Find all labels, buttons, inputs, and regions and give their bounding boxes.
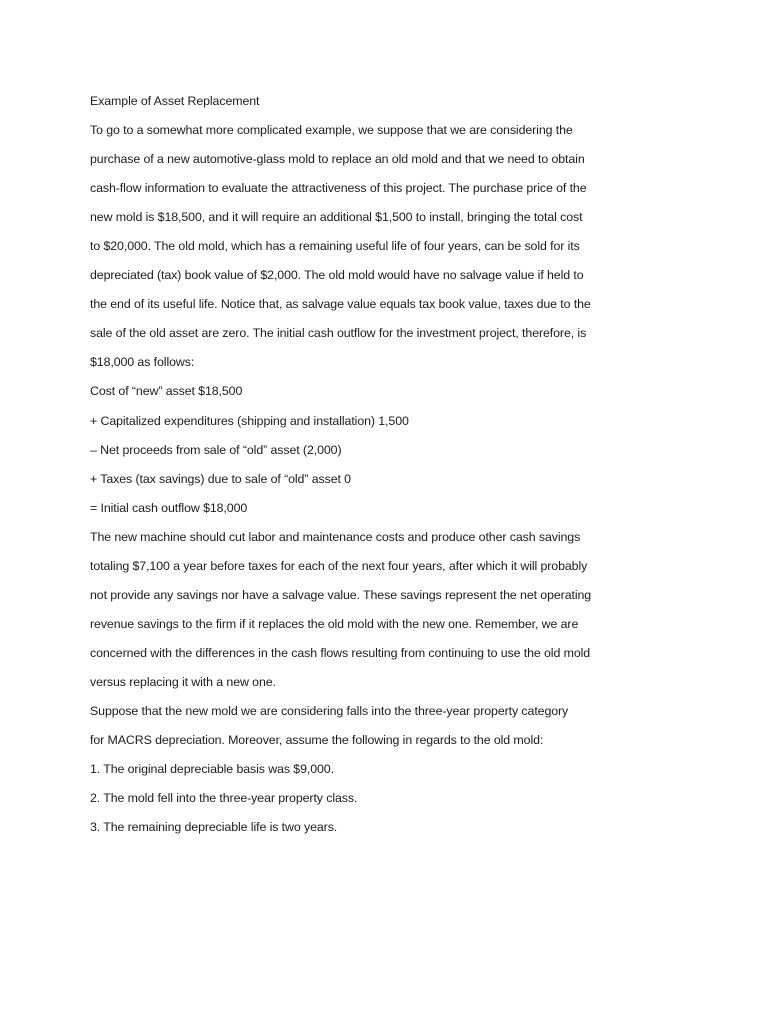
text-line: purchase of a new automotive-glass mold to replace an old mold and that we need to obtain (90, 152, 585, 167)
cash-item: – Net proceeds from sale of “old” asset (2,000) (90, 442, 342, 457)
cash-item: = Initial cash outflow $18,000 (90, 500, 248, 515)
text-line: totaling $7,100 a year before taxes for each of the next four years, after which it will probably (90, 558, 588, 573)
text-line: depreciated (tax) book value of $2,000. The old mold would have no salvage value if held to (90, 268, 584, 283)
cash-outflow-list (90, 377, 650, 522)
text-line: To go to a somewhat more complicated example, we suppose that we are considering the (90, 123, 573, 138)
text-line: for MACRS depreciation. Moreover, assume the following in regards to the old mold: (90, 733, 544, 748)
text-line: not provide any savings nor have a salvage value. These savings represent the net operating (90, 587, 592, 602)
text-line: sale of the old asset are zero. The initial cash outflow for the investment project, therefore, is (90, 326, 587, 341)
savings-paragraph (90, 523, 650, 697)
assumption-item: 2. The mold fell into the three-year property class. (90, 791, 358, 806)
text-line: to $20,000. The old mold, which has a remaining useful life of four years, can be sold for its (90, 239, 580, 254)
cash-item: Cost of “new” asset $18,500 (90, 384, 243, 399)
text-line: new mold is $18,500, and it will require an additional $1,500 to install, bringing the total cost (90, 210, 583, 225)
cash-item: + Taxes (tax savings) due to sale of “old” asset 0 (90, 471, 351, 486)
text-line: revenue savings to the firm if it replaces the old mold with the new one. Remember, we are (90, 616, 579, 631)
text-line: The new machine should cut labor and maintenance costs and produce other cash savings (90, 529, 581, 544)
assumption-item: 1. The original depreciable basis was $9,000. (90, 762, 334, 777)
assumption-item: 3. The remaining depreciable life is two years. (90, 820, 338, 835)
text-line: the end of its useful life. Notice that, as salvage value equals tax book value, taxes due to the (90, 297, 591, 312)
text-line: Suppose that the new mold we are considering falls into the three-year property category (90, 703, 569, 718)
text-line: cash-flow information to evaluate the attractiveness of this project. The purchase price of the (90, 181, 587, 196)
text-line: $18,000 as follows: (90, 355, 195, 370)
text-line: concerned with the differences in the cash flows resulting from continuing to use the old mold (90, 645, 591, 660)
intro-paragraph (90, 116, 650, 377)
cash-item: + Capitalized expenditures (shipping and installation) 1,500 (90, 413, 409, 428)
text-line: versus replacing it with a new one. (90, 674, 276, 689)
document-body (90, 87, 650, 842)
document-title: Example of Asset Replacement (90, 94, 260, 108)
macrs-paragraph (90, 697, 650, 755)
assumptions-list (90, 755, 650, 842)
